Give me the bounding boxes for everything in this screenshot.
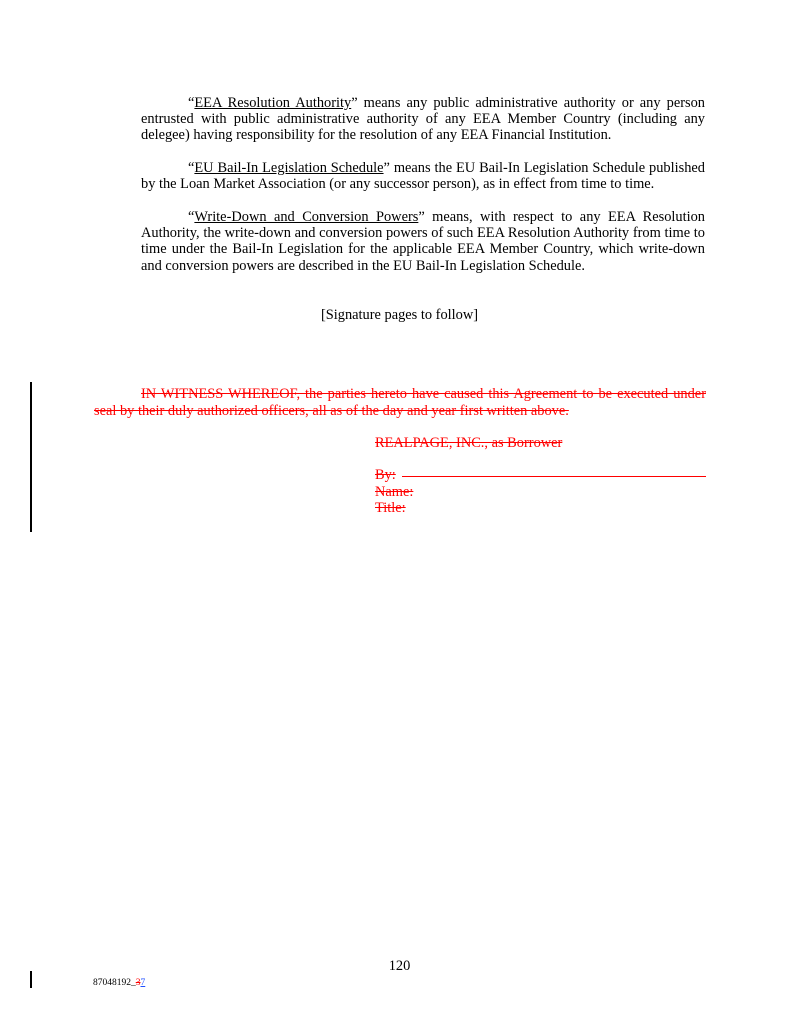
doc-id-deleted-version: 3 (135, 978, 141, 988)
signature-pages-note: [Signature pages to follow] (320, 307, 479, 323)
doc-id-inserted-version: 7 (140, 978, 146, 988)
deleted-name-label: Name: (375, 484, 414, 500)
defined-term: EU Bail-In Legislation Schedule (194, 160, 384, 176)
open-quote: “ (188, 95, 195, 111)
definition-write-down-conversion-powers (141, 209, 705, 274)
definition-eea-resolution-authority (141, 95, 705, 144)
definition-text: ” means any public administrative authority or any person entrusted with public administrative authority of any EEA Member Country (including any delegee) having responsibility for the resolution of any EEA Financial Institution. (141, 95, 705, 144)
footer-change-bar (30, 971, 32, 988)
signature-rule (402, 476, 706, 477)
doc-id-prefix: 87048192_ (93, 978, 136, 988)
deleted-by-label: By: (375, 467, 396, 483)
deleted-borrower-line: REALPAGE, INC., as Borrower (375, 435, 563, 451)
open-quote: “ (188, 209, 195, 225)
deleted-title-label: Title: (375, 500, 406, 516)
defined-term: Write-Down and Conversion Powers (194, 209, 419, 225)
definition-eu-bail-in-schedule (141, 160, 705, 192)
document-id (93, 977, 145, 989)
definition-text: ” means, with respect to any EEA Resolution Authority, the write-down and conversion powers of such EEA Resolution Authority from time to time under the Bail-In Legislation for the applicable EEA Member Country, which write-down and conversion powers are described in the EU Bail-In Legislation Schedule. (141, 209, 705, 274)
page-number: 120 (388, 958, 411, 974)
defined-term: EEA Resolution Authority (194, 95, 352, 111)
revision-change-bar (30, 382, 32, 532)
open-quote: “ (188, 160, 195, 176)
deleted-witness-clause: IN WITNESS WHEREOF, the parties hereto have caused this Agreement to be executed under seal by their duly authorized officers, all as of the day and year first written above. (94, 386, 706, 419)
definition-text: ” means the EU Bail-In Legislation Schedule published by the Loan Market Association (or any successor person), as in effect from time to time. (141, 160, 705, 193)
